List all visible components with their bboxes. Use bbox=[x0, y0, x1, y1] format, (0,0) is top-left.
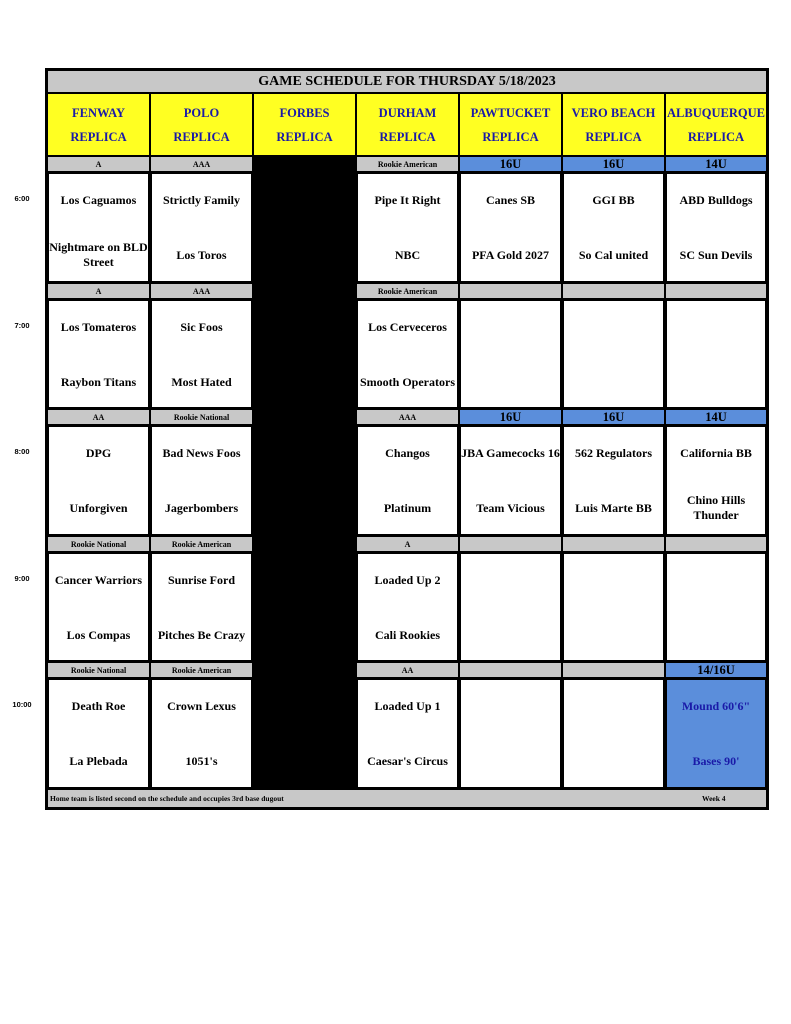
home-team: Unforgiven bbox=[69, 500, 128, 515]
home-team: Cali Rookies bbox=[374, 627, 440, 642]
home-team: NBC bbox=[394, 247, 421, 262]
game-cell bbox=[150, 678, 253, 789]
home-team: Pitches Be Crazy bbox=[157, 627, 246, 642]
level-label: A bbox=[47, 283, 150, 299]
away-team: ABD Bulldogs bbox=[679, 192, 753, 207]
home-team bbox=[667, 365, 765, 399]
venue-name: FENWAY bbox=[71, 105, 126, 120]
game-cell bbox=[47, 299, 150, 409]
game-cell bbox=[47, 678, 150, 789]
schedule-sheet bbox=[45, 68, 769, 810]
level-label: 14U bbox=[665, 156, 767, 172]
time-label: 7:00 bbox=[14, 321, 30, 330]
away-team: Canes SB bbox=[485, 192, 535, 207]
game-cell bbox=[356, 172, 459, 283]
venue-header-polo bbox=[150, 93, 253, 156]
away-team bbox=[461, 690, 560, 722]
level-label: 14/16U bbox=[665, 662, 767, 678]
game-cell bbox=[47, 172, 150, 283]
level-label: AA bbox=[356, 662, 459, 678]
blocked-field bbox=[253, 172, 356, 283]
venue-header-forbes bbox=[253, 93, 356, 156]
away-team bbox=[564, 564, 663, 596]
home-team: Raybon Titans bbox=[60, 374, 137, 389]
level-label bbox=[253, 662, 356, 678]
away-team: Loaded Up 2 bbox=[374, 572, 441, 587]
blocked-field bbox=[253, 299, 356, 409]
level-label: Rookie National bbox=[150, 409, 253, 425]
level-label: 16U bbox=[562, 156, 665, 172]
home-team bbox=[564, 744, 663, 778]
venue-name: FORBES bbox=[279, 105, 330, 120]
home-team bbox=[667, 618, 765, 652]
level-label bbox=[562, 662, 665, 678]
level-label bbox=[459, 662, 562, 678]
venue-name: ALBUQUERQUE bbox=[667, 105, 765, 120]
home-team bbox=[461, 744, 560, 778]
venue-subtitle: REPLICA bbox=[585, 129, 642, 144]
away-team: Los Caguamos bbox=[60, 192, 137, 207]
away-team bbox=[461, 311, 560, 343]
game-cell bbox=[459, 172, 562, 283]
game-cell bbox=[562, 299, 665, 409]
home-team: So Cal united bbox=[578, 247, 649, 262]
home-team bbox=[461, 365, 560, 399]
level-label: Rookie National bbox=[47, 536, 150, 552]
game-cell bbox=[665, 552, 767, 662]
level-label bbox=[459, 536, 562, 552]
away-team: Los Tomateros bbox=[60, 319, 137, 334]
footer-note: Home team is listed second on the schedule and occupies 3rd base dugout bbox=[50, 794, 284, 803]
home-team bbox=[564, 618, 663, 652]
level-label: 14U bbox=[665, 409, 767, 425]
level-label: Rookie National bbox=[47, 662, 150, 678]
venue-subtitle: REPLICA bbox=[70, 129, 127, 144]
level-label bbox=[459, 283, 562, 299]
venue-name: POLO bbox=[183, 105, 220, 120]
home-team: Team Vicious bbox=[476, 500, 545, 515]
game-cell bbox=[665, 172, 767, 283]
venue-subtitle: REPLICA bbox=[482, 129, 539, 144]
level-label bbox=[562, 283, 665, 299]
venue-name: PAWTUCKET bbox=[470, 105, 551, 120]
game-cell bbox=[47, 425, 150, 536]
away-team: Strictly Family bbox=[163, 192, 240, 207]
game-cell bbox=[665, 425, 767, 536]
time-label: 9:00 bbox=[14, 574, 30, 583]
away-team: Crown Lexus bbox=[167, 698, 236, 713]
game-cell bbox=[665, 678, 767, 789]
level-label bbox=[253, 536, 356, 552]
level-label: Rookie American bbox=[356, 156, 459, 172]
time-label: 6:00 bbox=[14, 194, 30, 203]
level-label bbox=[665, 536, 767, 552]
away-team: GGI BB bbox=[592, 192, 635, 207]
blocked-field bbox=[253, 425, 356, 536]
venue-header-pawtucket bbox=[459, 93, 562, 156]
level-label: 16U bbox=[459, 156, 562, 172]
game-cell bbox=[562, 425, 665, 536]
home-team: Platinum bbox=[383, 500, 432, 515]
venue-header-durham bbox=[356, 93, 459, 156]
venue-subtitle: REPLICA bbox=[173, 129, 230, 144]
away-team bbox=[667, 311, 765, 343]
away-team: Loaded Up 1 bbox=[374, 698, 441, 713]
game-cell bbox=[459, 678, 562, 789]
away-team: DPG bbox=[85, 445, 112, 460]
level-label bbox=[665, 283, 767, 299]
home-team bbox=[564, 365, 663, 399]
game-cell bbox=[562, 172, 665, 283]
home-team: La Plebada bbox=[69, 753, 128, 768]
venue-name: DURHAM bbox=[378, 105, 437, 120]
venue-name: VERO BEACH bbox=[571, 105, 656, 120]
home-team: Bases 90' bbox=[692, 753, 740, 768]
game-cell bbox=[150, 172, 253, 283]
level-label bbox=[253, 156, 356, 172]
level-label bbox=[253, 409, 356, 425]
level-label bbox=[253, 283, 356, 299]
level-label: AAA bbox=[150, 283, 253, 299]
game-cell bbox=[459, 425, 562, 536]
level-label: A bbox=[356, 536, 459, 552]
away-team: Mound 60'6" bbox=[681, 698, 751, 713]
home-team: Chino Hills Thunder bbox=[686, 493, 746, 522]
time-label: 8:00 bbox=[14, 447, 30, 456]
venue-header-fenway bbox=[47, 93, 150, 156]
away-team: Sic Foos bbox=[180, 319, 223, 334]
home-team: 1051's bbox=[185, 753, 218, 768]
game-cell bbox=[356, 299, 459, 409]
game-cell bbox=[356, 425, 459, 536]
away-team: Sunrise Ford bbox=[167, 572, 235, 587]
level-label: A bbox=[47, 156, 150, 172]
week-label: Week 4 bbox=[702, 794, 726, 803]
game-cell bbox=[562, 552, 665, 662]
game-cell bbox=[150, 299, 253, 409]
schedule-title: GAME SCHEDULE FOR THURSDAY 5/18/2023 bbox=[47, 70, 767, 93]
game-cell bbox=[150, 425, 253, 536]
level-label: 16U bbox=[459, 409, 562, 425]
away-team: Cancer Warriors bbox=[54, 572, 143, 587]
away-team: California BB bbox=[680, 445, 752, 460]
game-cell bbox=[150, 552, 253, 662]
away-team: 562 Regulators bbox=[575, 445, 652, 460]
away-team bbox=[564, 311, 663, 343]
level-label: AA bbox=[47, 409, 150, 425]
venue-subtitle: REPLICA bbox=[379, 129, 436, 144]
game-cell bbox=[356, 552, 459, 662]
game-cell bbox=[459, 299, 562, 409]
game-cell bbox=[562, 678, 665, 789]
away-team bbox=[564, 690, 663, 722]
home-team: Jagerbombers bbox=[164, 500, 239, 515]
venue-header-albuquerque bbox=[665, 93, 767, 156]
home-team: Luis Marte BB bbox=[575, 500, 652, 515]
home-team: Smooth Operators bbox=[360, 374, 455, 389]
level-label: 16U bbox=[562, 409, 665, 425]
venue-header-vero-beach bbox=[562, 93, 665, 156]
away-team: Los Cerveceros bbox=[368, 319, 447, 334]
game-cell bbox=[356, 678, 459, 789]
away-team: Changos bbox=[385, 445, 430, 460]
level-label: Rookie American bbox=[356, 283, 459, 299]
game-cell bbox=[459, 552, 562, 662]
time-label: 10:00 bbox=[12, 700, 32, 709]
game-cell bbox=[47, 552, 150, 662]
game-cell bbox=[665, 299, 767, 409]
away-team: JBA Gamecocks 16 bbox=[461, 445, 560, 460]
home-team: Most Hated bbox=[171, 374, 232, 389]
level-label: AAA bbox=[150, 156, 253, 172]
home-team bbox=[461, 618, 560, 652]
away-team bbox=[461, 564, 560, 596]
venue-subtitle: REPLICA bbox=[276, 129, 333, 144]
home-team: SC Sun Devils bbox=[679, 247, 753, 262]
level-label: Rookie American bbox=[150, 662, 253, 678]
home-team: PFA Gold 2027 bbox=[471, 247, 550, 262]
away-team: Bad News Foos bbox=[162, 445, 241, 460]
footer-bar bbox=[47, 789, 767, 808]
level-label bbox=[562, 536, 665, 552]
venue-subtitle: REPLICA bbox=[687, 129, 745, 144]
level-label: Rookie American bbox=[150, 536, 253, 552]
away-team bbox=[667, 564, 765, 596]
away-team: Pipe It Right bbox=[374, 192, 441, 207]
home-team: Los Compas bbox=[66, 627, 131, 642]
home-team: Nightmare on BLD Street bbox=[49, 240, 148, 269]
home-team: Los Toros bbox=[176, 247, 227, 262]
away-team: Death Roe bbox=[71, 698, 126, 713]
level-label: AAA bbox=[356, 409, 459, 425]
blocked-field bbox=[253, 552, 356, 662]
home-team: Caesar's Circus bbox=[367, 753, 448, 768]
blocked-field bbox=[253, 678, 356, 789]
